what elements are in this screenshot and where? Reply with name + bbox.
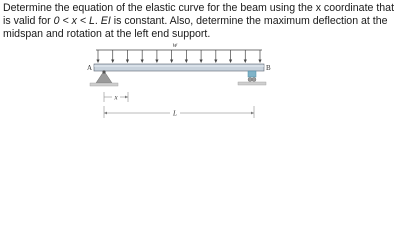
line2-pre: is valid for [3, 15, 54, 28]
load-arrow [199, 50, 202, 63]
load-arrow [126, 50, 129, 63]
load-arrows [96, 50, 261, 63]
load-arrow [244, 50, 247, 63]
roller-support-b [238, 71, 266, 85]
problem-line-3: midspan and rotation at the left end support. [3, 28, 211, 41]
line2-mid: . [94, 15, 101, 28]
load-arrow [155, 50, 158, 63]
problem-line-1: Determine the equation of the elastic curve for the beam using the x coordinate that [3, 2, 394, 14]
load-arrow [185, 50, 188, 63]
line2-post: is constant. Also, determine the maximum deflection at the [110, 15, 388, 28]
load-label: w [172, 41, 178, 49]
length-label: L [173, 109, 177, 118]
problem-statement [3, 2, 394, 42]
pin-support-a [90, 70, 118, 86]
load-arrow [214, 50, 217, 63]
load-arrow [111, 50, 114, 63]
problem-line-2 [3, 15, 388, 28]
load-arrow [170, 50, 173, 63]
load-arrow [96, 50, 99, 63]
length-dimension [104, 106, 254, 118]
support-b-label: B [266, 64, 271, 72]
flexural-rigidity: EI [100, 15, 111, 28]
load-arrow [141, 50, 144, 63]
x-label: x [114, 93, 118, 102]
load-arrow [258, 50, 261, 63]
load-arrow [229, 50, 232, 63]
validity-range: 0 < x < L [53, 15, 95, 28]
support-a-label: A [87, 64, 93, 72]
beam [94, 64, 264, 71]
beam-figure [0, 40, 350, 120]
